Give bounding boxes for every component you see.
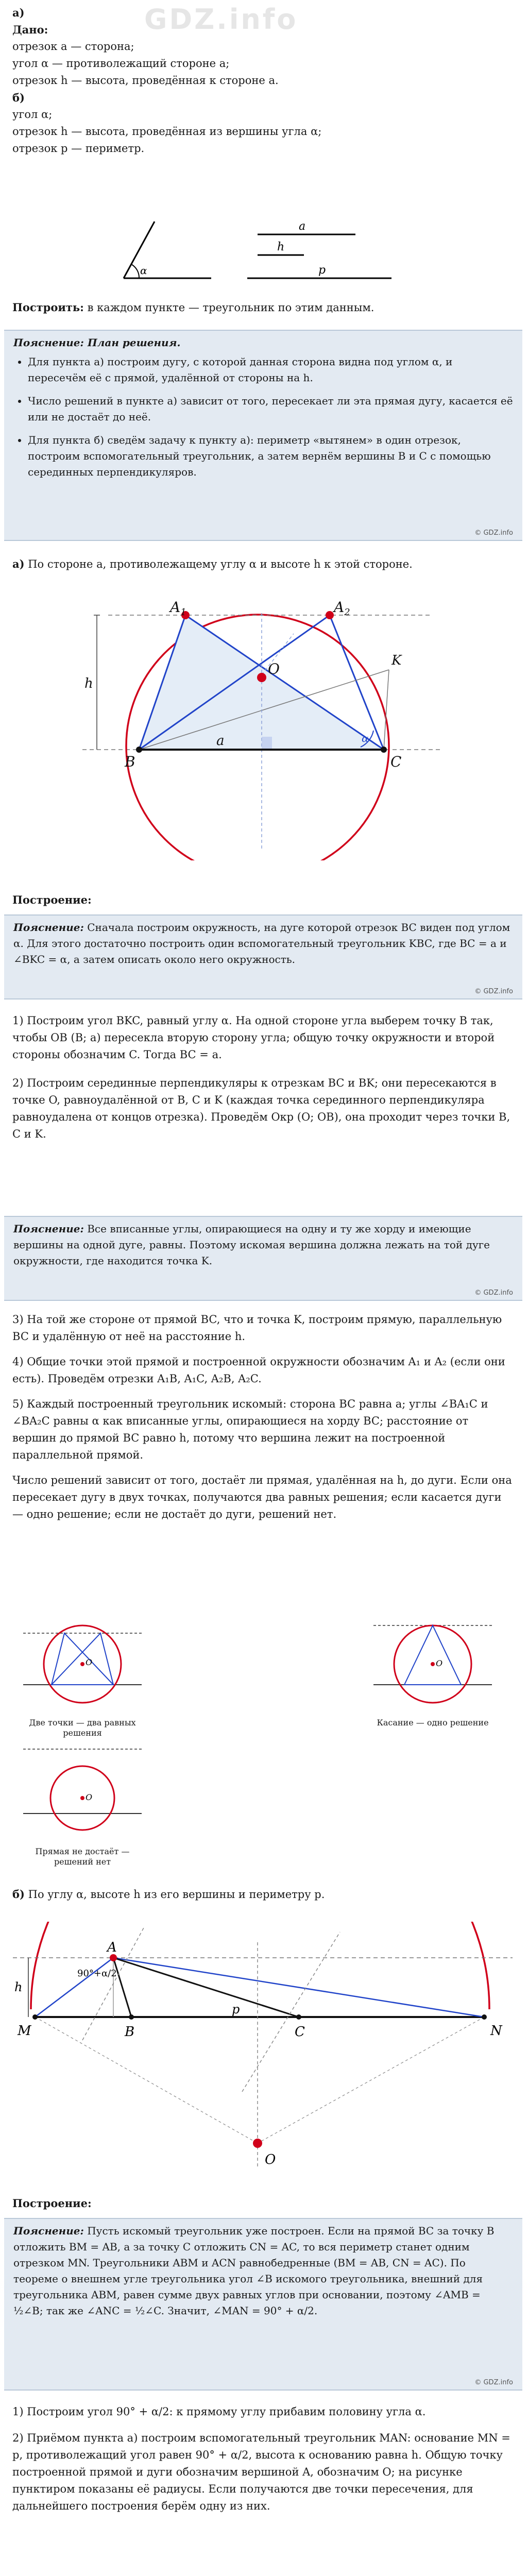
task-line xyxy=(12,299,515,316)
label-h: h xyxy=(14,1980,23,1994)
task-bold: Построить: xyxy=(12,301,84,314)
plan-box xyxy=(4,330,522,541)
part-a-label: а) xyxy=(12,6,25,19)
explanation-bold: Пояснение: xyxy=(13,921,84,934)
plan-item: • Для пункта а) построим дугу, с которой данная сторона видна под углом α, и пересечём её с прямой, удалённой от стороны на h. xyxy=(28,354,513,386)
explanation-box-inscribed xyxy=(4,1216,522,1301)
plan-item: • Число решений в пункте а) зависит от того, пересекает ли эта прямая дугу, касается её или не достаёт до неё. xyxy=(28,393,513,425)
segment-h-label: h xyxy=(277,241,285,253)
given-a-line: угол α — противолежащий стороне a; xyxy=(12,57,230,70)
part-a-text: По стороне a, противолежащему углу α и высоте h к этой стороне. xyxy=(28,558,413,570)
label-C: C xyxy=(295,2024,305,2040)
step-paragraph: 4) Общие точки этой прямой и построенной окружности обозначим A₁ и A₂ (если они есть). Проведём отрезки A₁B, A₁C, A₂B, A₂C. xyxy=(12,1355,505,1385)
explanation-text: Пусть искомый треугольник уже построен. Если на прямой BC за точку B отложить BM = AB, а за точку C отложить CN = AC, то вся периметр станет одним отрезком MN. Треугольники ABM и ACN равнобедренные (BM = AB, CN = AC). По теореме о внешнем угле треугольника угол ∠B искомого треугольника, внешний для треугольника ABM, равен сумме двух равных углов при основании, поэтому ∠AMB = ½∠B; так же ∠ANC = ½∠C. Значит, ∠MAN = 90° + α/2. xyxy=(13,2225,495,2317)
given-title: Дано: xyxy=(12,23,48,36)
small-fig-two xyxy=(21,1613,144,1738)
step-paragraph: 2) Приёмом пункта а) построим вспомогательный треугольник MAN: основание MN = p, противолежащий угол равен 90° + α/2, высота к основанию равна h. Общую точку построенной прямой и дуги обозначим вершиной A, обозначим O; на рисунке пунктиром показаны её радиусы. Если получаются две точки пересечения, для дальнейшего построения берём одну из них. xyxy=(12,2432,510,2512)
segment-p-label: p xyxy=(318,264,326,277)
label-h: h xyxy=(84,676,93,691)
small-fig-none xyxy=(21,1741,144,1867)
caption: Две точки — два равных решения xyxy=(29,1718,136,1738)
source-mark: © GDZ.info xyxy=(474,1289,513,1297)
part-b-intro xyxy=(12,1886,515,1903)
label-O: O xyxy=(268,660,280,677)
label-A2: $A_2$ xyxy=(334,599,350,618)
step-paragraph: 5) Каждый построенный треугольник искомый: сторона BC равна a; углы ∠BA₁C и ∠BA₂C равны α как вписанные углы, опирающиеся на хорду BC; расстояние от вершин до прямой BC равно h, потому что вершина лежит на построенной параллельной прямой. xyxy=(12,1398,488,1461)
construction-title-a: Построение: xyxy=(12,893,92,906)
explanation-text: Все вписанные углы, опирающиеся на одну и ту же хорду и имеющие вершины на одной дуге, равны. Поэтому искомая вершина должна лежать на той дуге окружности, где находится точка K. xyxy=(13,1223,490,1267)
label-p: p xyxy=(232,2002,240,2016)
construction-arc xyxy=(31,1922,489,2009)
label-M: M xyxy=(18,2023,31,2039)
figure-circle-a xyxy=(77,592,448,860)
given-section xyxy=(12,4,515,157)
explanation-box-perimeter xyxy=(4,2218,522,2391)
label-C: C xyxy=(390,753,402,770)
plan-item: • Для пункта б) сведём задачу к пункту а): периметр «вытянем» в один отрезок, построим вспомогательный треугольник, а затем вернём вершины B и C с помощью серединных перпендикуляров. xyxy=(28,432,513,480)
label-angle: 90°+α/2 xyxy=(77,1968,117,1979)
explanation-box-circle xyxy=(4,914,522,999)
label-A: A xyxy=(107,1940,117,1955)
explanation-bold: Пояснение: xyxy=(13,1223,84,1235)
alpha-label: α xyxy=(140,264,147,277)
plan-list xyxy=(13,354,513,480)
source-mark: © GDZ.info xyxy=(474,2379,513,2386)
task-text: в каждом пункте — треугольник по этим данным. xyxy=(87,301,374,314)
part-b-label: б) xyxy=(12,91,25,104)
step-paragraph: 3) На той же стороне от прямой BC, что и точка K, построим прямую, параллельную BC и удалённую от неё на расстояние h. xyxy=(12,1313,502,1343)
label-N: N xyxy=(490,2023,502,2039)
label-O: O xyxy=(265,2152,276,2167)
given-b-line: отрезок p — периметр. xyxy=(12,142,145,155)
label-B: B xyxy=(125,2024,135,2040)
center-point xyxy=(257,673,266,682)
steps-a xyxy=(12,1012,515,1143)
figure-perimeter-b xyxy=(10,1922,518,2179)
part-b-lead: б) xyxy=(12,1888,25,1901)
given-b-line: отрезок h — высота, проведённая из вершины угла α; xyxy=(12,125,322,138)
watermark: GDZ.info xyxy=(144,3,298,36)
caption: Прямая не достаёт — решений нет xyxy=(35,1846,130,1867)
step-paragraph: 2) Построим серединные перпендикуляры к отрезкам BC и BK; они пересекаются в точке O, равноудалённой от B, C и K (каждая точка серединного перпендикуляра равноудалена от концов отрезка). Проведём Окр (O; OB), она проходит через точки B, C и K. xyxy=(12,1077,510,1140)
steps-b xyxy=(12,2403,515,2515)
part-a-lead: а) xyxy=(12,557,25,570)
step-paragraph: 1) Построим угол BKC, равный углу α. На одной стороне угла выберем точку B так, чтобы OB (B; a) пересекла вторую сторону угла; общую точку окружности и второй стороны обозначим C. Тогда BC = a. xyxy=(12,1014,495,1061)
label-alpha: α xyxy=(362,732,369,744)
given-figure xyxy=(113,211,402,289)
segment-a-label: a xyxy=(299,220,306,233)
small-fig-tangent xyxy=(371,1613,495,1728)
svg-text:O: O xyxy=(86,1657,93,1667)
given-a-line: отрезок a — сторона; xyxy=(12,40,134,53)
label-B: B xyxy=(125,753,135,770)
label-a: a xyxy=(216,733,225,749)
svg-text:O: O xyxy=(86,1792,93,1802)
label-A1: $A_1$ xyxy=(170,599,186,618)
svg-text:O: O xyxy=(436,1658,443,1668)
alpha-angle xyxy=(124,222,211,278)
part-b-text: По углу α, высоте h из его вершины и периметру p. xyxy=(28,1888,325,1901)
part-a-intro xyxy=(12,555,515,573)
construction-title-b: Построение: xyxy=(12,2197,92,2210)
segment-h xyxy=(258,241,304,255)
segment-a xyxy=(258,220,355,234)
step-paragraph: Число решений зависит от того, достаёт ли прямая, удалённая на h, до дуги. Если она пересекает дугу в двух точках, получаются два равных решения; если касается дуги — одно решение; если не достаёт до дуги, решений нет. xyxy=(12,1474,512,1520)
source-mark: © GDZ.info xyxy=(474,988,513,995)
explanation-bold: Пояснение: xyxy=(13,2225,84,2237)
explanation-text: Сначала построим окружность, на дуге которой отрезок BC виден под углом α. Для этого достаточно построить один вспомогательный треугольник KBC, где BC = a и ∠BKC = α, а затем описать около него окружность. xyxy=(13,921,510,965)
source-mark: © GDZ.info xyxy=(474,529,513,537)
segment-p xyxy=(247,264,391,278)
given-a-line: отрезок h — высота, проведённая к стороне a. xyxy=(12,74,279,87)
label-K: K xyxy=(391,653,402,668)
steps-a2 xyxy=(12,1311,515,1523)
step-paragraph: 1) Построим угол 90° + α/2: к прямому углу прибавим половину угла α. xyxy=(12,2405,426,2418)
caption: Касание — одно решение xyxy=(377,1718,489,1727)
plan-title: Пояснение: План решения. xyxy=(13,336,181,349)
given-b-line: угол α; xyxy=(12,108,53,121)
